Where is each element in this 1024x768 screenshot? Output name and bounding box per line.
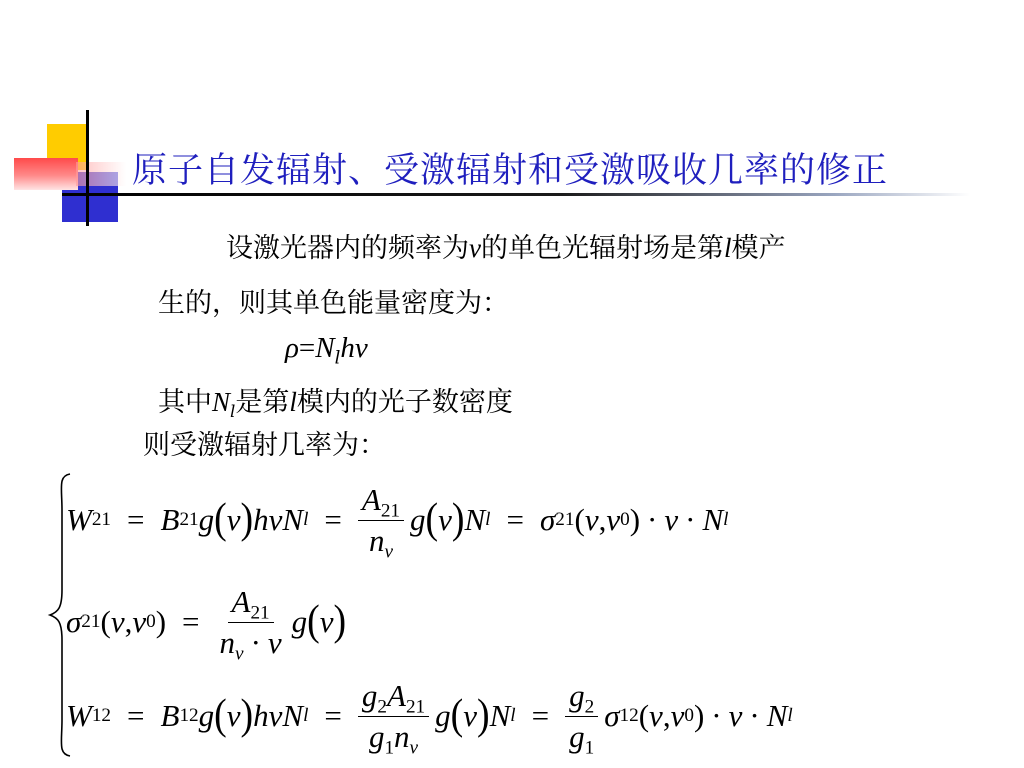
g-symbol: g bbox=[361, 678, 378, 713]
nu-symbol: ν bbox=[438, 502, 452, 538]
nu-symbol: ν bbox=[584, 502, 599, 538]
right-paren: ) bbox=[693, 698, 705, 734]
right-paren: ) bbox=[333, 596, 347, 646]
equals-sign: = bbox=[127, 698, 145, 734]
nu-symbol: ν bbox=[268, 502, 283, 538]
title-decoration-vertical-bar bbox=[86, 110, 89, 226]
fraction-g2A21-over-g1n-nu bbox=[358, 678, 429, 759]
right-paren: ) bbox=[629, 502, 641, 538]
g-symbol: g bbox=[198, 502, 215, 538]
cdot: · bbox=[749, 698, 760, 734]
subscript-2: 2 bbox=[584, 696, 595, 718]
h-symbol: h bbox=[253, 502, 269, 538]
g-symbol: g bbox=[435, 698, 451, 734]
g-symbol: g bbox=[291, 604, 308, 640]
energy-density-formula bbox=[285, 330, 368, 369]
para1-text-a: 设激光器内的频率为 bbox=[226, 233, 469, 264]
W-symbol: W bbox=[66, 698, 92, 734]
paragraph-line-2: 生的，则其单色能量密度为： bbox=[158, 288, 509, 319]
sigma-symbol: σ bbox=[540, 502, 556, 538]
title-decoration-red-fade bbox=[76, 162, 126, 186]
B-symbol: B bbox=[160, 502, 180, 538]
equals-sign: = bbox=[506, 502, 524, 538]
subscript-l: l bbox=[334, 347, 341, 369]
para2-N-symbol: N bbox=[212, 387, 231, 417]
equals-sign: = bbox=[324, 698, 342, 734]
nu-symbol: ν bbox=[319, 604, 334, 640]
left-paren: ( bbox=[100, 604, 111, 640]
h-symbol: h bbox=[253, 698, 269, 734]
nu-symbol: ν bbox=[110, 604, 125, 640]
left-paren: ( bbox=[214, 494, 227, 544]
para2-text-b: 是第 bbox=[235, 387, 290, 418]
h-symbol: h bbox=[340, 332, 355, 364]
para1-text-b: 的单色光辐射场是第 bbox=[480, 233, 724, 264]
para2-subscript-l: l bbox=[230, 400, 236, 421]
subscript-1: 1 bbox=[384, 737, 395, 759]
cdot: · bbox=[685, 502, 696, 538]
para1-text-c: 模产 bbox=[731, 233, 786, 264]
para2-text-a: 其中 bbox=[158, 387, 212, 418]
v-symbol: v bbox=[664, 502, 679, 538]
equals-sign: = bbox=[182, 604, 200, 640]
nu-symbol: ν bbox=[354, 332, 368, 364]
n-symbol: n bbox=[219, 624, 236, 660]
subscript-21: 21 bbox=[380, 500, 401, 522]
para1-l-symbol: l bbox=[723, 233, 732, 263]
v-symbol: v bbox=[728, 698, 743, 734]
left-paren: ( bbox=[638, 698, 650, 734]
para2-l-symbol: l bbox=[289, 387, 297, 417]
paragraph-line-1 bbox=[226, 226, 786, 265]
subscript-21: 21 bbox=[405, 696, 426, 718]
comma: , bbox=[598, 502, 607, 538]
rho-symbol: ρ bbox=[285, 332, 299, 364]
N-symbol: N bbox=[489, 698, 511, 734]
paragraph-line-3 bbox=[158, 380, 513, 419]
nu-symbol: ν bbox=[226, 502, 241, 538]
right-paren: ) bbox=[240, 494, 254, 544]
title-decoration-red-square bbox=[14, 158, 78, 190]
title-underline-rule bbox=[62, 193, 970, 196]
subscript-nu: ν bbox=[384, 541, 393, 563]
N-symbol: N bbox=[282, 502, 304, 538]
equals-sign: = bbox=[531, 698, 550, 734]
fraction-g2-over-g1 bbox=[565, 678, 598, 759]
N-symbol: N bbox=[766, 698, 788, 734]
N-symbol: N bbox=[702, 502, 724, 538]
n-symbol: n bbox=[368, 522, 385, 558]
equals-sign: = bbox=[127, 502, 145, 538]
nu-symbol: ν bbox=[649, 698, 663, 734]
subscript-2: 2 bbox=[377, 696, 387, 718]
A-symbol: A bbox=[231, 584, 251, 619]
sigma-symbol: σ bbox=[66, 604, 82, 640]
nu-symbol: ν bbox=[463, 698, 477, 734]
sigma-symbol: σ bbox=[604, 698, 620, 734]
N-symbol: N bbox=[282, 698, 304, 734]
W-symbol: W bbox=[66, 502, 92, 538]
equation-sigma21: σ 21 ( ν , ν 0 ) = $\frac{A_{21}}{n_\nu \cdot v}$ g ( ν ) bbox=[66, 584, 347, 665]
subscript-1: 1 bbox=[584, 737, 595, 759]
comma: , bbox=[124, 604, 133, 640]
A-symbol: A bbox=[361, 482, 381, 517]
cdot: · bbox=[711, 698, 722, 734]
nu-symbol: ν bbox=[670, 698, 685, 734]
cdot: · bbox=[647, 502, 658, 538]
fraction-A21-over-n-nu bbox=[358, 482, 404, 563]
subscript-nu: ν bbox=[409, 737, 419, 759]
left-paren: ( bbox=[307, 596, 320, 646]
right-paren: ) bbox=[477, 690, 490, 740]
equals-sign: = bbox=[324, 502, 342, 538]
comma: , bbox=[662, 698, 671, 734]
left-paren: ( bbox=[450, 690, 464, 740]
cdot: · bbox=[250, 624, 261, 660]
n-symbol: n bbox=[394, 718, 410, 754]
right-paren: ) bbox=[155, 604, 167, 640]
equation-W21: W 21 = B 21 g ( ν ) h ν N l = $\frac{A_{21}}{n_\nu}$ g ( ν ) N l = σ 21 ( ν , ν 0 ) · v · N l bbox=[66, 482, 729, 563]
right-paren: ) bbox=[451, 494, 465, 544]
B-symbol: B bbox=[160, 698, 180, 734]
g-symbol: g bbox=[368, 718, 385, 754]
nu-symbol: ν bbox=[268, 698, 283, 734]
fraction-A21-over-n-nu-v bbox=[216, 584, 286, 665]
g-symbol: g bbox=[410, 502, 426, 538]
g-symbol: g bbox=[198, 698, 215, 734]
g-symbol: g bbox=[569, 678, 585, 713]
slide-title: 原子自发辐射、受激辐射和受激吸收几率的修正 bbox=[132, 151, 889, 191]
g-symbol: g bbox=[569, 718, 585, 754]
para2-text-c: 模内的光子数密度 bbox=[296, 387, 513, 418]
right-paren: ) bbox=[240, 690, 254, 740]
left-paren: ( bbox=[574, 502, 585, 538]
v-symbol: v bbox=[267, 624, 282, 660]
equals-sign: = bbox=[298, 332, 316, 364]
left-paren: ( bbox=[214, 690, 227, 740]
nu-symbol: ν bbox=[226, 698, 241, 734]
paragraph-line-4: 则受激辐射几率为： bbox=[143, 430, 386, 461]
nu-symbol: ν bbox=[132, 604, 147, 640]
para1-nu-symbol: ν bbox=[469, 233, 481, 263]
nu-symbol: ν bbox=[606, 502, 621, 538]
equation-W12: W 12 = B 12 g ( ν ) h ν N l = $\frac{g_2A_{21}}{g_1n_\nu}$ g ( ν ) N l = $\frac{g_2}{g_1}$ σ 12 ( ν , ν 0 ) · v · N l bbox=[66, 678, 793, 759]
left-paren: ( bbox=[425, 494, 439, 544]
N-symbol: N bbox=[464, 502, 486, 538]
subscript-21: 21 bbox=[250, 602, 270, 624]
N-symbol: N bbox=[315, 332, 335, 364]
A-symbol: A bbox=[387, 678, 406, 713]
subscript-nu: ν bbox=[235, 643, 244, 665]
